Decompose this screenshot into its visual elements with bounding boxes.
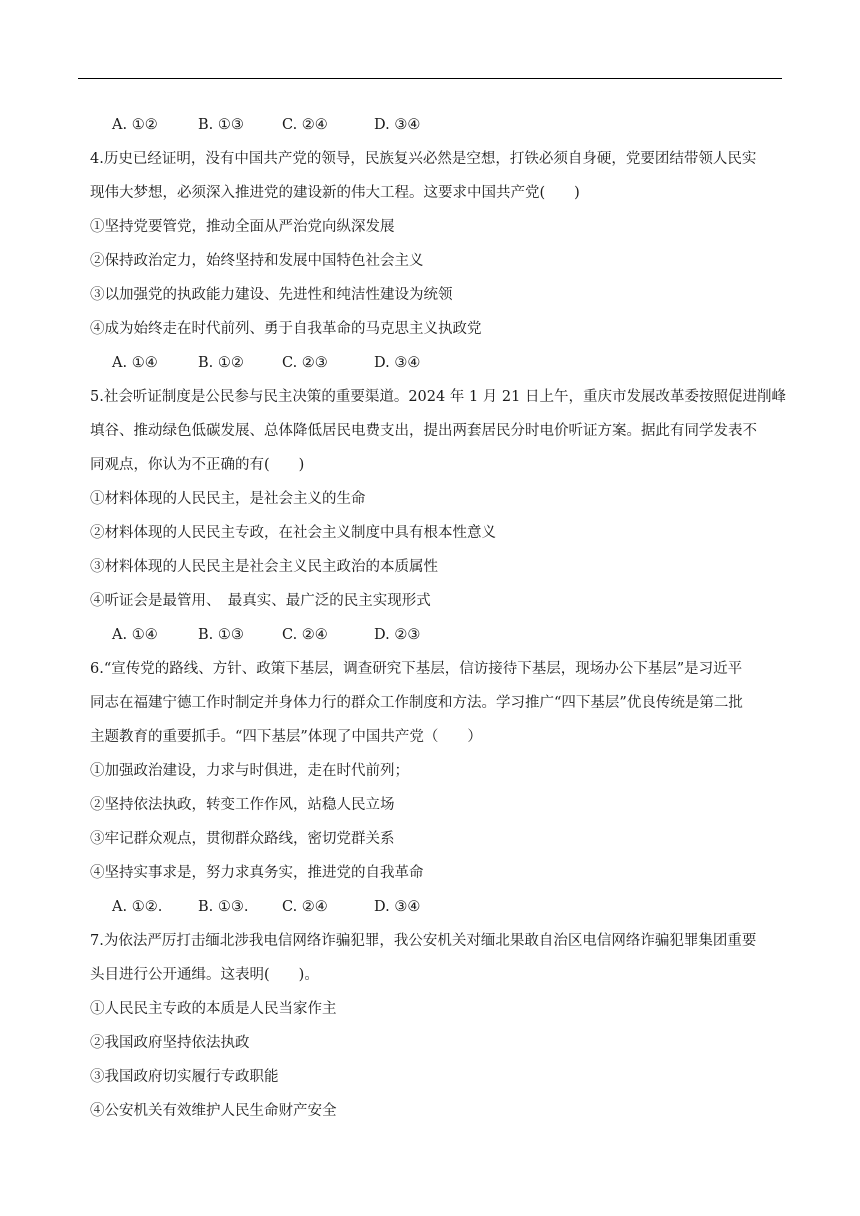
q6-stem-line-1: 6.“宣传党的路线、方针、政策下基层，调查研究下基层，信访接待下基层，现场办公下基层”是习近平: [90, 661, 743, 677]
q6-stem-line-2: 同志在福建宁德工作时制定并身体力行的群众工作制度和方法。学习推广“四下基层”优良传统是第二批: [90, 695, 743, 711]
q5-option-a[interactable]: A. ①④: [112, 627, 158, 643]
q4-stem-line-2: 现伟大梦想，必须深入推进党的建设新的伟大工程。这要求中国共产党( ): [90, 185, 580, 201]
q6-statement-3: ③牢记群众观点，贯彻群众路线，密切党群关系: [90, 831, 395, 847]
q6-option-d[interactable]: D. ③④: [374, 899, 421, 915]
q6-option-c[interactable]: C. ②④: [282, 899, 328, 915]
q5-stem-line-1: 5.社会听证制度是公民参与民主决策的重要渠道。2024 年 1 月 21 日上午，重庆市发展改革委按照促进削峰: [90, 389, 786, 405]
q4-option-a[interactable]: A. ①④: [112, 355, 158, 371]
q6-statement-1: ①加强政治建设，力求与时俱进，走在时代前列；: [90, 763, 409, 779]
q5-options: [90, 618, 790, 652]
q3-option-a[interactable]: A. ①②: [112, 117, 158, 133]
q5-option-d[interactable]: D. ②③: [374, 627, 421, 643]
q5-stem-line-3: 同观点，你认为不正确的有( ): [90, 457, 305, 473]
q4-statement-4: ④成为始终走在时代前列、勇于自我革命的马克思主义执政党: [90, 321, 482, 337]
q3-option-c[interactable]: C. ②④: [282, 117, 328, 133]
q3-options: [90, 108, 790, 142]
q6-option-a[interactable]: A. ①②.: [112, 899, 163, 915]
q5-statement-4: ④听证会是最管用、 最真实、最广泛的民主实现形式: [90, 593, 431, 609]
q5-stem-line-2: 填谷、推动绿色低碳发展、总体降低居民电费支出，提出两套居民分时电价听证方案。据此有同学发表不: [90, 423, 757, 439]
q6-statement-4: ④坚持实事求是，努力求真务实，推进党的自我革命: [90, 865, 424, 881]
q4-statement-2: ②保持政治定力，始终坚持和发展中国特色社会主义: [90, 253, 424, 269]
q4-statement-3: ③以加强党的执政能力建设、先进性和纯洁性建设为统领: [90, 287, 453, 303]
q7-statement-4: ④公安机关有效维护人民生命财产安全: [90, 1103, 337, 1119]
q5-statement-1: ①材料体现的人民民主，是社会主义的生命: [90, 491, 366, 507]
q4-option-b[interactable]: B. ①②: [198, 355, 244, 371]
q5-option-b[interactable]: B. ①③: [198, 627, 244, 643]
q5-option-c[interactable]: C. ②④: [282, 627, 328, 643]
q3-option-b[interactable]: B. ①③: [198, 117, 244, 133]
question-content: [90, 108, 790, 1128]
q7-statement-1: ①人民民主专政的本质是人民当家作主: [90, 1001, 337, 1017]
q4-options: [90, 346, 790, 380]
q7-statement-3: ③我国政府切实履行专政职能: [90, 1069, 279, 1085]
q4-option-d[interactable]: D. ③④: [374, 355, 421, 371]
q6-option-b[interactable]: B. ①③.: [198, 899, 249, 915]
q6-stem-line-3: 主题教育的重要抓手。“四下基层”体现了中国共产党（ ）: [90, 729, 482, 745]
q5-statement-2: ②材料体现的人民民主专政，在社会主义制度中具有根本性意义: [90, 525, 496, 541]
q4-option-c[interactable]: C. ②③: [282, 355, 328, 371]
q4-statement-1: ①坚持党要管党，推动全面从严治党向纵深发展: [90, 219, 395, 235]
q6-options: [90, 890, 790, 924]
q6-statement-2: ②坚持依法执政，转变工作作风，站稳人民立场: [90, 797, 395, 813]
q5-statement-3: ③材料体现的人民民主是社会主义民主政治的本质属性: [90, 559, 438, 575]
q3-option-d[interactable]: D. ③④: [374, 117, 421, 133]
q7-statement-2: ②我国政府坚持依法执政: [90, 1035, 250, 1051]
q4-stem-line-1: 4.历史已经证明，没有中国共产党的领导，民族复兴必然是空想，打铁必须自身硬，党要团结带领人民实: [90, 151, 757, 167]
q7-stem-line-1: 7.为依法严厉打击缅北涉我电信网络诈骗犯罪，我公安机关对缅北果敢自治区电信网络诈骗犯罪集团重要: [90, 933, 757, 949]
q7-stem-line-2: 头目进行公开通缉。这表明( )。: [90, 967, 319, 983]
header-rule: [78, 78, 782, 79]
